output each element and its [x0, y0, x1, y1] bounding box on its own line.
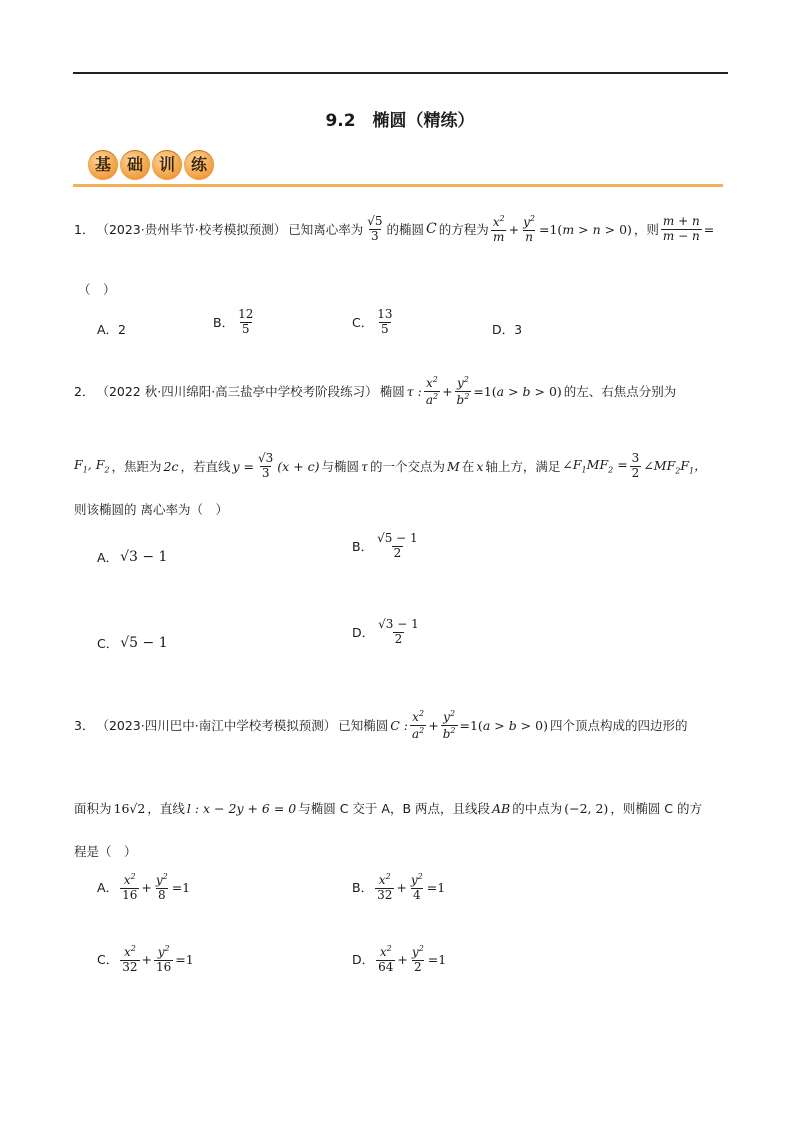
math-expression: √3 − 1	[120, 549, 168, 565]
math-fraction: $\frac{x^2}{32}$	[122, 944, 138, 974]
question-text: 的左、右焦点分别为	[563, 384, 677, 399]
math-fraction: $\frac{√5 - 1}{2}$	[377, 531, 418, 560]
question-text: 的中点为	[512, 801, 563, 816]
math-expression: =1(a > b > 0)	[459, 717, 548, 733]
option-d	[352, 618, 421, 647]
question-blank: （ ）	[78, 282, 116, 297]
question-text: 与椭圆	[321, 459, 360, 474]
banner-char: 练	[190, 155, 207, 174]
question-text: 则该椭圆的 离心率为（ ）	[74, 502, 228, 517]
question-number: 2．	[74, 384, 95, 399]
question-text: 的一个交点为	[369, 459, 445, 474]
option-label: D．	[352, 625, 375, 641]
question-text: 的方程为	[438, 222, 489, 237]
math-symbol: AB	[492, 800, 511, 816]
banner-char: 基	[94, 155, 111, 174]
option-label: C．	[352, 315, 374, 331]
question-text: 与椭圆 C 交于 A，B 两点，且线段	[298, 801, 490, 816]
question-text: 在	[461, 459, 475, 474]
math-fraction: $\frac{13}{5}$	[377, 307, 393, 336]
question-text: 程是（ ）	[74, 844, 137, 859]
option-label: B．	[352, 880, 374, 896]
math-fraction: $\frac{y^2}{b^2}$	[456, 374, 470, 407]
math-expression: (x + c)	[277, 458, 320, 474]
math-expression: =1(m > n > 0)	[539, 221, 632, 237]
math-fraction: $\frac{√3}{3}$	[258, 450, 274, 480]
math-fraction: $\frac{y^2}{b^2}$	[442, 708, 456, 741]
question-text: 轴上方，满足	[485, 459, 561, 474]
math-fraction: $\frac{3}{2}$	[631, 450, 640, 480]
option-label: A．	[97, 550, 119, 565]
option-label: B．	[213, 315, 235, 331]
option-a: A． $\frac{x^2}{16}$ + $\frac{y^2}{8}$ =1	[97, 872, 191, 902]
question-1-line-1: 1． （2023·贵州毕节·校考模拟预测） 已知离心率为 $\frac{√5}{3}$ 的椭圆 C 的方程为 $\frac{x^2}{m}$ + $\frac{y^2}{n}$ =1(m > n > 0) ，则 $\frac{m + n}{m - n}$ =	[74, 213, 715, 244]
math-fraction: $\frac{y^2}{16}$	[156, 944, 172, 974]
question-text: 面积为	[74, 801, 112, 816]
math-fraction: $\frac{√5}{3}$	[367, 213, 383, 243]
question-3-line-1: 3． （2023·四川巴中·南江中学校考模拟预测） 已知椭圆 C : $\frac{x^2}{a^2}$ + $\frac{y^2}{b^2}$ =1(a > b > 0) 四个顶点构成的四边形的	[74, 708, 688, 741]
banner-char: 础	[126, 155, 143, 174]
math-expression: $\angle MF_2F_1$，	[643, 458, 707, 476]
top-rule	[73, 72, 728, 74]
question-text: ，若直线	[180, 459, 231, 474]
banner-underline	[73, 184, 723, 187]
option-label: B．	[352, 539, 374, 555]
option-label: D．	[352, 952, 375, 968]
question-text: 椭圆	[379, 384, 405, 399]
question-number: 1．	[74, 222, 95, 237]
page-title: 9.2 椭圆（精练）	[325, 111, 475, 131]
option-b	[352, 532, 420, 561]
option-c: C． $\frac{x^2}{32}$ + $\frac{y^2}{16}$ =1	[97, 944, 194, 974]
option-d: D． $\frac{x^2}{64}$ + $\frac{y^2}{2}$ =1	[352, 944, 447, 974]
question-text: ，直线	[147, 801, 185, 816]
question-2-line-1: 2． （2022 秋·四川绵阳·高三盐亭中学校考阶段练习） 椭圆 τ : $\frac{x^2}{a^2}$ + $\frac{y^2}{b^2}$ =1(a > b > 0) 的左、右焦点分别为	[74, 374, 677, 407]
math-symbol: τ	[361, 458, 368, 474]
question-text: 已知椭圆	[338, 718, 389, 733]
option-b: B． $\frac{x^2}{32}$ + $\frac{y^2}{4}$ =1	[352, 872, 446, 902]
option-a: A．2	[97, 322, 127, 337]
math-fraction: $\frac{x^2}{64}$	[378, 944, 394, 974]
math-expression: l : x − 2y + 6 = 0	[186, 800, 297, 816]
math-expression: $F_1$, $F_2$	[74, 457, 110, 475]
math-fraction: $\frac{12}{5}$	[238, 307, 254, 336]
math-fraction: $\frac{x^2}{a^2}$	[425, 374, 439, 407]
option-label: C．	[97, 636, 119, 651]
math-symbol: C	[426, 221, 437, 237]
question-source: （2023·四川巴中·南江中学校考模拟预测）	[96, 718, 337, 733]
math-symbol: M	[446, 458, 460, 474]
math-fraction: $\frac{y^2}{8}$	[155, 872, 168, 902]
question-2-line-2	[74, 448, 707, 484]
question-text: ，焦距为	[111, 459, 162, 474]
math-symbol: C :	[390, 717, 408, 733]
option-a	[97, 548, 167, 566]
question-source: （2023·贵州毕节·校考模拟预测）	[96, 222, 287, 237]
math-fraction: $\frac{y^2}{n}$	[523, 213, 535, 244]
math-expression: =1(a > b > 0)	[473, 383, 562, 399]
option-c	[97, 634, 168, 652]
option-c	[352, 308, 395, 337]
math-fraction: $\frac{m + n}{m - n}$	[662, 213, 700, 243]
question-source: （2022 秋·四川绵阳·高三盐亭中学校考阶段练习）	[96, 384, 378, 399]
math-expression: y =	[232, 458, 255, 474]
question-number: 3．	[74, 718, 95, 733]
math-symbol: x	[476, 458, 484, 474]
math-fraction: $\frac{x^2}{a^2}$	[411, 708, 425, 741]
question-text: 的椭圆	[386, 222, 425, 237]
option-label: C．	[97, 952, 119, 968]
option-d: D．3	[492, 322, 523, 337]
math-fraction: $\frac{x^2}{16}$	[122, 872, 138, 902]
math-fraction: $\frac{√3 - 1}{2}$	[378, 617, 419, 646]
math-symbol: τ :	[406, 383, 422, 399]
math-expression: 16√2	[113, 800, 146, 816]
math-fraction: $\frac{y^2}{4}$	[410, 872, 423, 902]
question-text: ，则	[633, 222, 659, 237]
math-expression: √5 − 1	[120, 635, 168, 651]
question-text: 已知离心率为	[288, 222, 364, 237]
math-fraction: $\frac{y^2}{2}$	[411, 944, 424, 974]
math-expression: (−2, 2)	[564, 800, 609, 816]
option-label: A．	[97, 880, 119, 896]
question-3-line-2	[74, 790, 702, 826]
option-b	[213, 308, 255, 337]
question-text: 四个顶点构成的四边形的	[549, 718, 688, 733]
question-text: ，则椭圆 C 的方	[610, 801, 703, 816]
math-fraction: $\frac{x^2}{32}$	[377, 872, 393, 902]
math-fraction: $\frac{x^2}{m}$	[492, 213, 505, 244]
math-symbol: 2c	[163, 458, 179, 474]
math-expression: $\angle F_1MF_2$ =	[562, 457, 628, 475]
banner-char: 训	[158, 155, 175, 174]
